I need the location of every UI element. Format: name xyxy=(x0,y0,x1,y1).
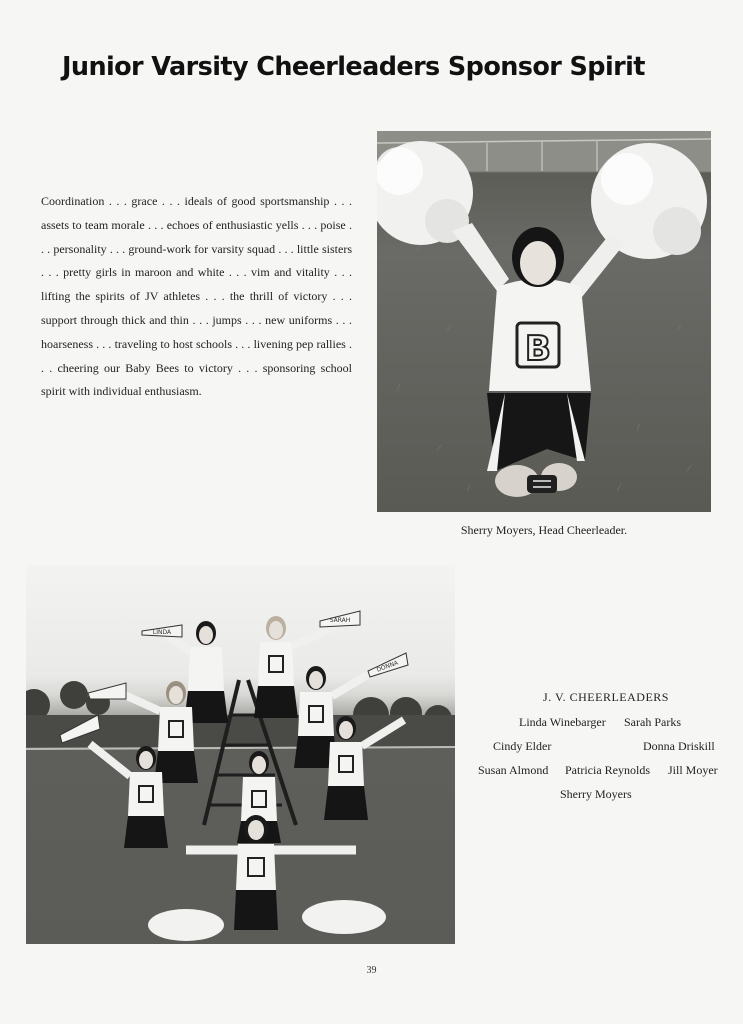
roster-name: Cindy Elder xyxy=(493,739,552,753)
roster-name: Sarah Parks xyxy=(624,715,681,729)
page-number: 39 xyxy=(366,965,377,976)
megaphone-icon xyxy=(88,683,126,699)
roster-name: Susan Almond xyxy=(478,763,549,777)
roster xyxy=(476,690,726,801)
head-cheerleader-photo xyxy=(377,131,711,512)
megaphone-icon xyxy=(368,653,408,677)
roster-name: Patricia Reynolds xyxy=(565,763,650,777)
body-paragraph: Coordination . . . grace . . . ideals of good sportsmanship . . . assets to team morale . . . echoes of enthusiastic yells . . . poise . . . personality . . . ground-work for varsity squad . . . little sisters . . . pretty girls in maroon and white . . . vim and vitality . . . lifting the spirits of JV athletes . . . the thrill of victory . . . support through thick and thin . . . jumps . . . new uniforms . . . hoarseness . . . traveling to host schools . . . livening pep rallies . . . cheering our Baby Bees to victory . . . sponsoring school spirit with individual enthusiasm. xyxy=(41,194,352,399)
pom-pom xyxy=(302,900,386,934)
roster-name: Linda Winebarger xyxy=(519,715,606,729)
sweater-letter: B xyxy=(525,329,551,369)
megaphone-icon xyxy=(320,611,360,627)
megaphone-label-sarah: SARAH xyxy=(329,617,351,624)
page-title: Junior Varsity Cheerleaders Sponsor Spirit xyxy=(62,52,645,82)
head-cheerleader-illustration xyxy=(377,131,711,512)
squad-illustration xyxy=(26,565,455,944)
roster-name: Sherry Moyers xyxy=(560,787,632,801)
roster-name: Jill Moyer xyxy=(668,763,718,777)
roster-title: J. V. CHEERLEADERS xyxy=(543,690,669,704)
megaphone-icon xyxy=(142,625,182,637)
photo-caption: Sherry Moyers, Head Cheerleader. xyxy=(460,523,628,537)
megaphone-label-linda: LINDA xyxy=(152,629,172,636)
squad-photo xyxy=(26,565,455,944)
cheerleader-group xyxy=(90,616,404,930)
roster-name: Donna Driskill xyxy=(643,739,715,753)
megaphone-label-donna: DONNA xyxy=(375,659,400,674)
pom-pom xyxy=(148,909,224,941)
